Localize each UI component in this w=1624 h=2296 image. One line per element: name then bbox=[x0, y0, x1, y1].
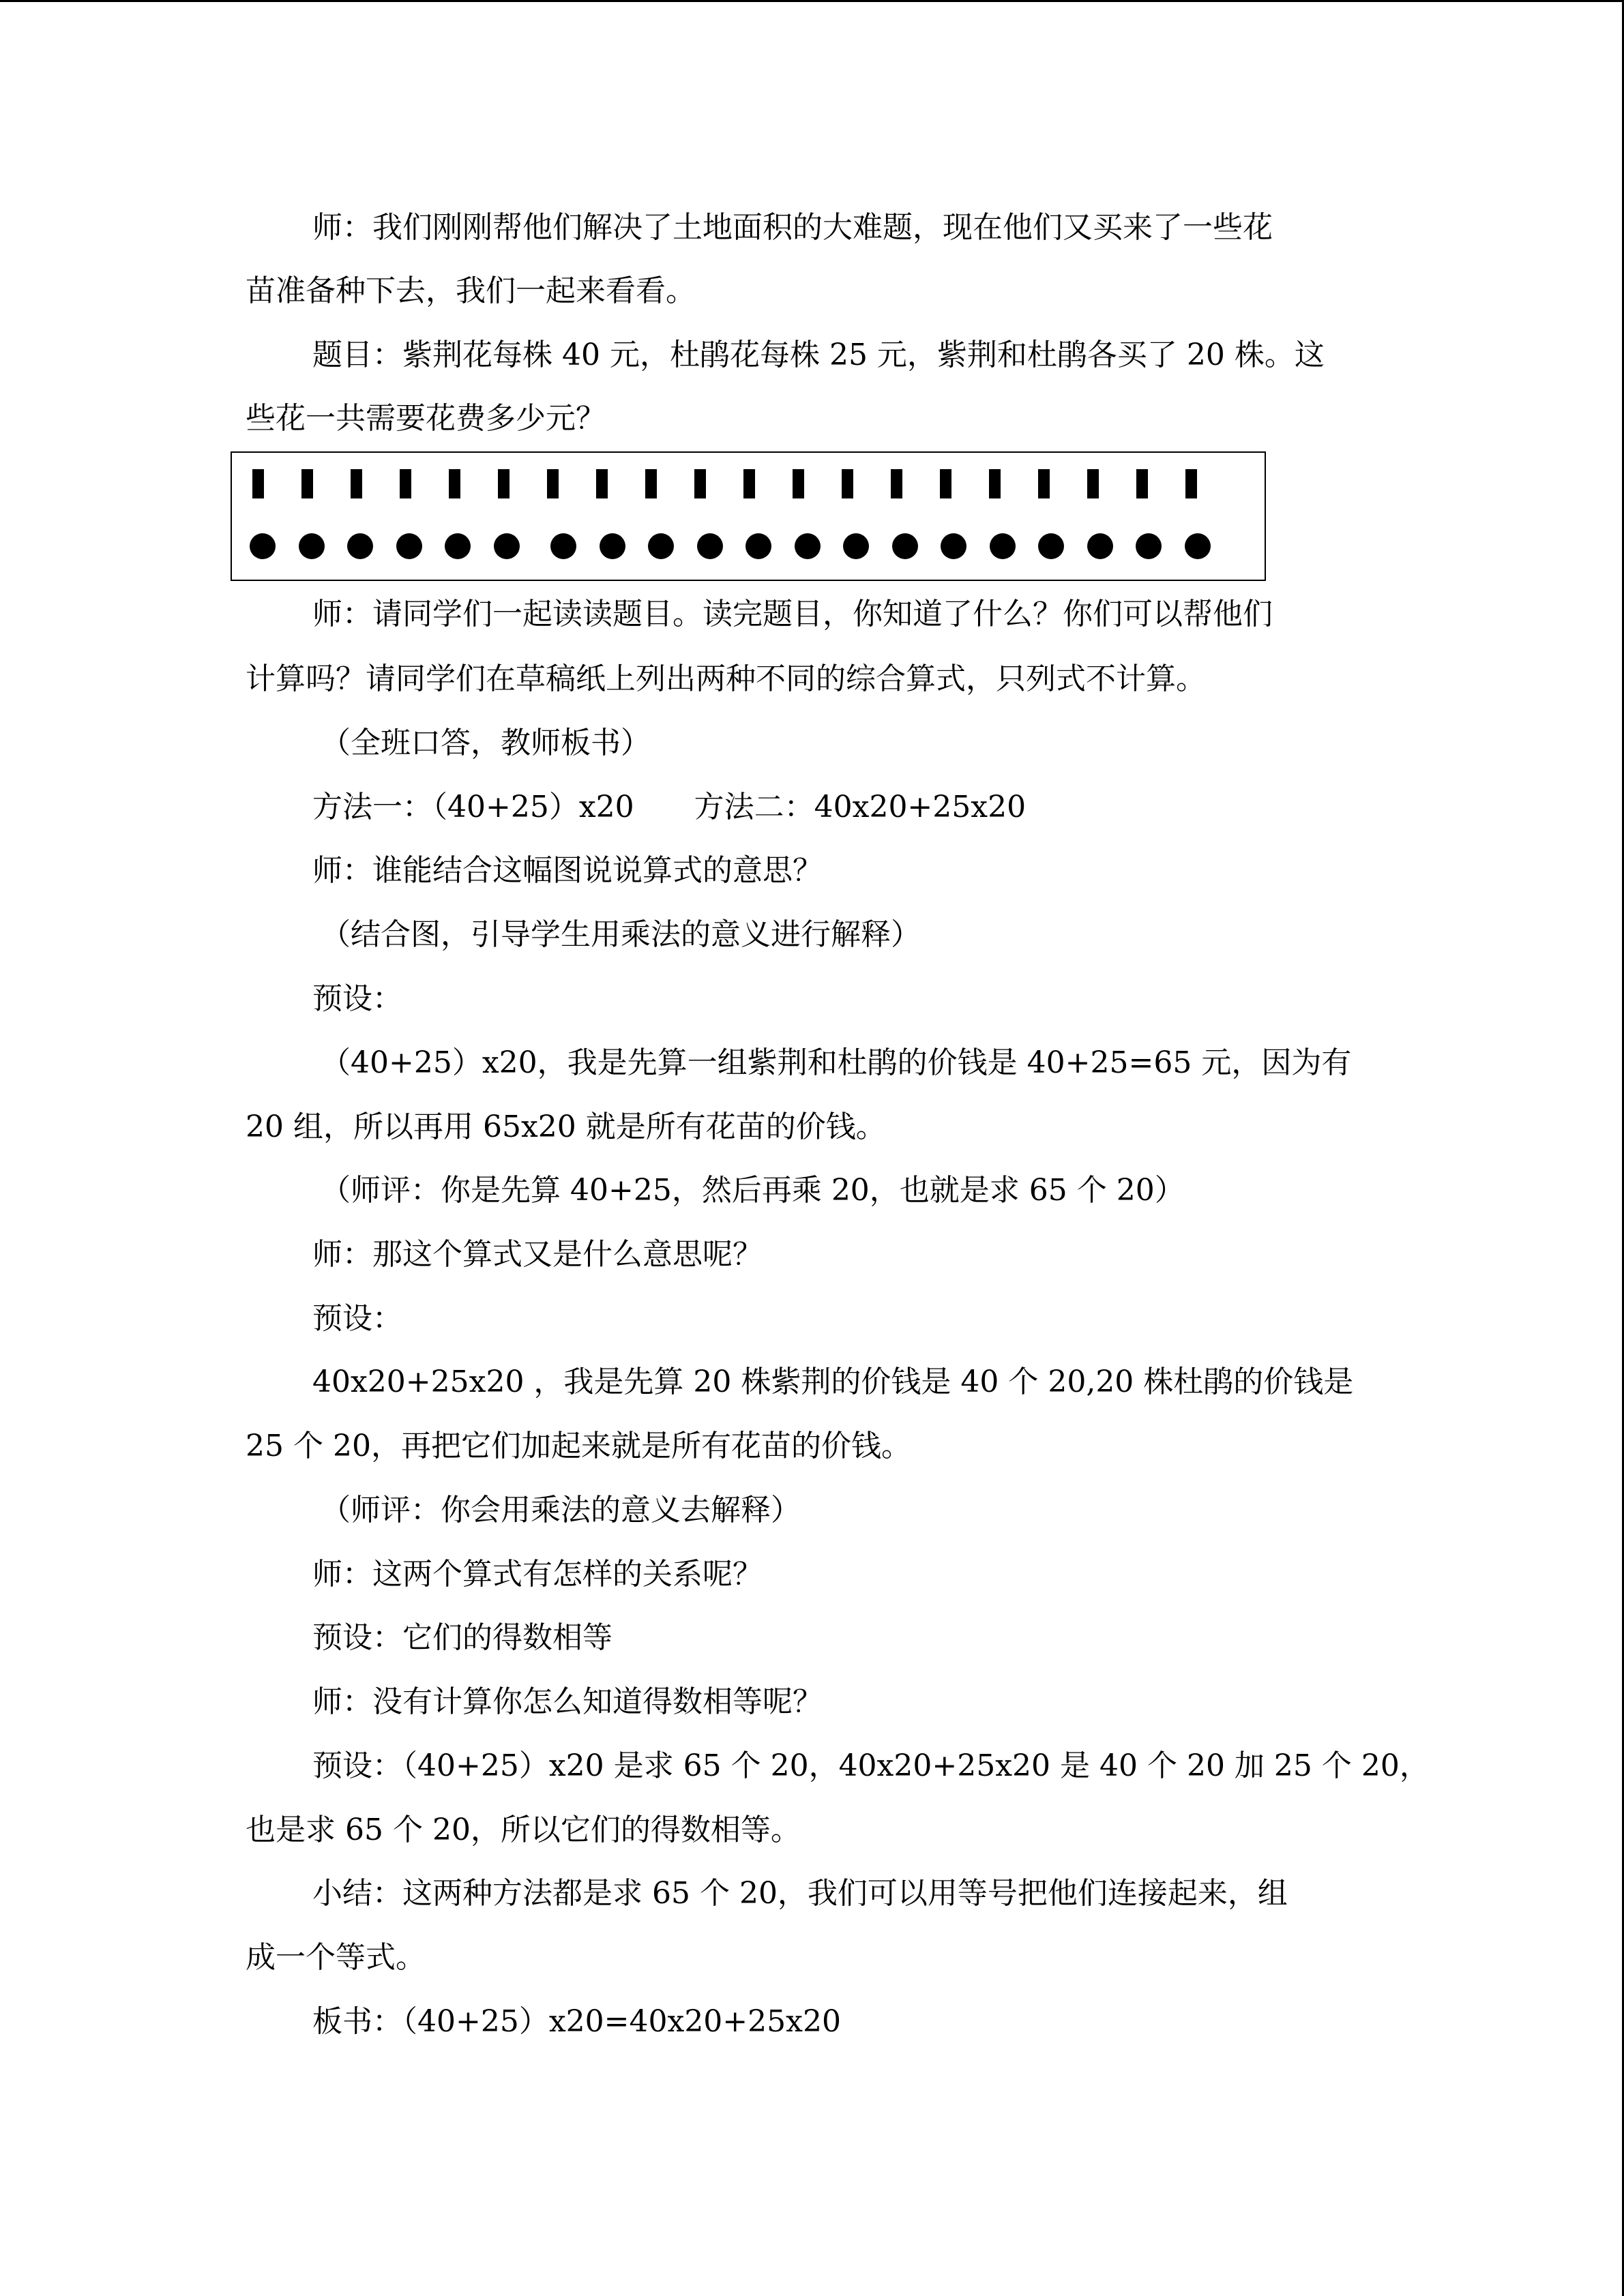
rect-mark bbox=[1185, 469, 1197, 498]
paragraph-line: （师评：你会用乘法的意义去解释） bbox=[321, 1493, 801, 1527]
rect-mark bbox=[1136, 469, 1148, 498]
paragraph-line: （全班口答，教师板书） bbox=[321, 726, 651, 760]
paragraph-line: 预设： bbox=[312, 1301, 402, 1336]
paragraph-line: 40x20+25x20 ，我是先算 20 株紫荆的价钱是 40 个 20,20 株杜鹃的价钱是 bbox=[312, 1365, 1354, 1399]
flower-diagram bbox=[231, 451, 1266, 581]
dot-mark bbox=[1136, 533, 1162, 559]
rect-mark bbox=[1038, 469, 1050, 498]
dot-mark bbox=[1185, 533, 1211, 559]
rect-mark bbox=[547, 469, 559, 498]
dot-mark bbox=[990, 533, 1016, 559]
dot-mark bbox=[299, 533, 325, 559]
dot-mark bbox=[600, 533, 625, 559]
paragraph-line: 师：我们刚刚帮他们解决了土地面积的大难题，现在他们又买来了一些花 bbox=[312, 210, 1273, 245]
rect-mark bbox=[400, 469, 411, 498]
paragraph-line: 预设：（40+25）x20 是求 65 个 20，40x20+25x20 是 40 个 20 加 25 个 20， bbox=[312, 1748, 1430, 1783]
rect-mark bbox=[449, 469, 460, 498]
paragraph-line: （结合图，引导学生用乘法的意义进行解释） bbox=[321, 917, 921, 952]
paragraph-line: 题目：紫荆花每株 40 元，杜鹃花每株 25 元，紫荆和杜鹃各买了 20 株。这 bbox=[312, 338, 1325, 372]
paragraph-line: 师：谁能结合这幅图说说算式的意思？ bbox=[312, 853, 823, 888]
dot-mark bbox=[941, 533, 966, 559]
rect-mark bbox=[891, 469, 902, 498]
paragraph-line: 师：那这个算式又是什么意思呢？ bbox=[312, 1237, 763, 1272]
dot-mark bbox=[550, 533, 576, 559]
rect-mark bbox=[596, 469, 608, 498]
dot-mark bbox=[347, 533, 373, 559]
rect-mark bbox=[301, 469, 313, 498]
rect-mark bbox=[743, 469, 755, 498]
paragraph-line: 小结：这两种方法都是求 65 个 20，我们可以用等号把他们连接起来，组 bbox=[312, 1876, 1288, 1911]
rect-mark bbox=[694, 469, 706, 498]
dot-mark bbox=[1038, 533, 1064, 559]
rect-mark bbox=[793, 469, 804, 498]
dot-mark bbox=[648, 533, 674, 559]
dot-mark bbox=[1087, 533, 1113, 559]
paragraph-line: 板书：（40+25）x20=40x20+25x20 bbox=[312, 2004, 841, 2039]
dot-mark bbox=[745, 533, 771, 559]
paragraph-line: 也是求 65 个 20，所以它们的得数相等。 bbox=[246, 1813, 801, 1847]
paragraph-line: 25 个 20，再把它们加起来就是所有花苗的价钱。 bbox=[246, 1429, 911, 1463]
dot-mark bbox=[697, 533, 723, 559]
rect-mark bbox=[940, 469, 951, 498]
paragraph-line: 师：请同学们一起读读题目。读完题目，你知道了什么？你们可以帮他们 bbox=[312, 597, 1273, 631]
dot-mark bbox=[795, 533, 821, 559]
rect-mark bbox=[645, 469, 657, 498]
dot-mark bbox=[250, 533, 276, 559]
dot-mark bbox=[396, 533, 422, 559]
rect-mark bbox=[252, 469, 264, 498]
paragraph-line: 预设： bbox=[312, 981, 402, 1016]
dot-mark bbox=[892, 533, 918, 559]
page-top-border bbox=[0, 0, 1624, 2]
dot-mark bbox=[494, 533, 520, 559]
paragraph-line: （师评：你是先算 40+25，然后再乘 20，也就是求 65 个 20） bbox=[321, 1173, 1185, 1208]
rect-mark bbox=[842, 469, 853, 498]
dot-mark bbox=[843, 533, 869, 559]
rect-mark bbox=[989, 469, 1001, 498]
paragraph-line: 计算吗？请同学们在草稿纸上列出两种不同的综合算式，只列式不计算。 bbox=[246, 661, 1206, 696]
paragraph-line: （40+25）x20，我是先算一组紫荆和杜鹃的价钱是 40+25=65 元，因为有 bbox=[321, 1045, 1352, 1080]
rect-mark bbox=[351, 469, 362, 498]
rect-mark bbox=[498, 469, 510, 498]
paragraph-line: 20 组，所以再用 65x20 就是所有花苗的价钱。 bbox=[246, 1109, 886, 1144]
paragraph-line: 师：这两个算式有怎样的关系呢？ bbox=[312, 1557, 763, 1592]
dot-mark bbox=[445, 533, 471, 559]
paragraph-line: 预设：它们的得数相等 bbox=[312, 1620, 612, 1655]
rect-mark bbox=[1087, 469, 1099, 498]
paragraph-line: 师：没有计算你怎么知道得数相等呢？ bbox=[312, 1684, 823, 1719]
paragraph-line: 苗准备种下去，我们一起来看看。 bbox=[246, 273, 696, 308]
paragraph-line: 些花一共需要花费多少元？ bbox=[246, 401, 606, 436]
paragraph-line: 成一个等式。 bbox=[246, 1940, 426, 1975]
paragraph-line: 方法一：（40+25）x20 方法二：40x20+25x20 bbox=[312, 790, 1027, 824]
